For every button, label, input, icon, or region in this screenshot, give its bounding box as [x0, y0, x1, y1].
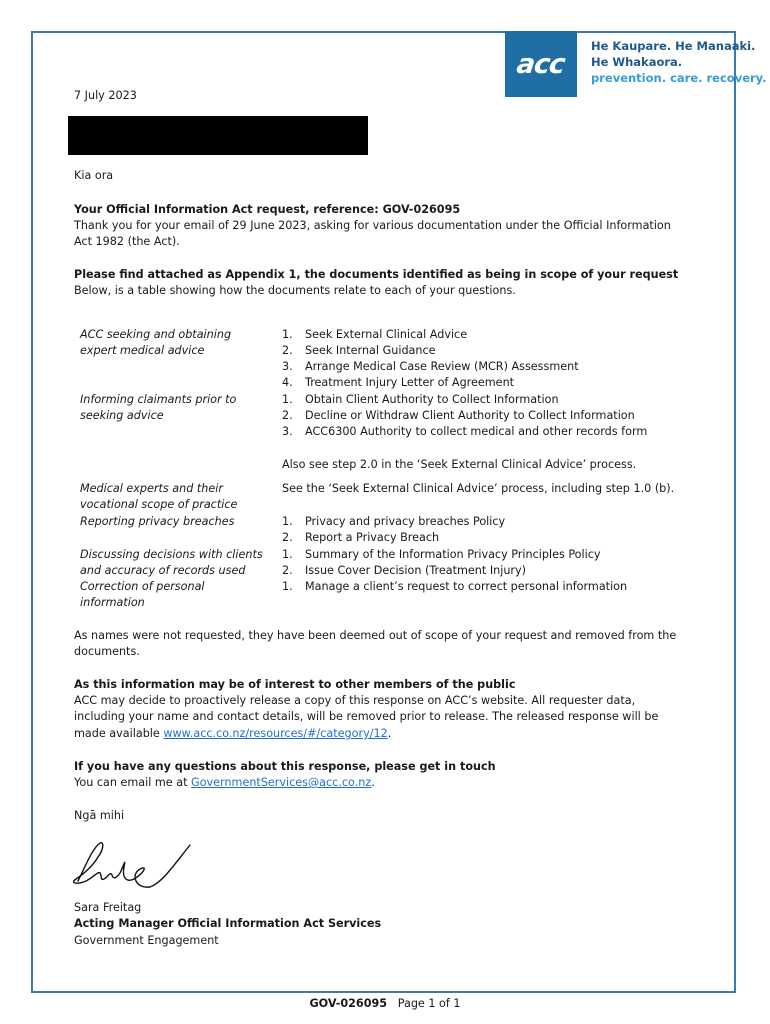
doc-item: Treatment Injury Letter of Agreement: [305, 376, 515, 389]
doc-number: 2.: [282, 344, 293, 357]
topic-informing-claimants-line-2: seeking advice: [80, 409, 164, 422]
doc-number: 2.: [282, 564, 293, 577]
doc-number: 2.: [282, 531, 293, 544]
public-line-1: ACC may decide to proactively release a copy of this response on ACC’s website. All requester data,: [74, 694, 636, 707]
public-heading: As this information may be of interest to other members of the public: [74, 678, 516, 691]
contact-suffix: .: [371, 776, 375, 789]
doc-number: 1.: [282, 393, 293, 406]
signer-name: Sara Freitag: [74, 901, 142, 914]
appendix-line-1: Below, is a table showing how the documents relate to each of your questions.: [74, 284, 516, 297]
acc-resources-link[interactable]: www.acc.co.nz/resources/#/category/12: [163, 727, 388, 740]
contact-prefix: You can email me at: [74, 776, 192, 789]
request-line-2: Act 1982 (the Act).: [74, 235, 180, 248]
topic-privacy-breaches: Reporting privacy breaches: [80, 515, 235, 528]
signer-team: Government Engagement: [74, 934, 219, 947]
doc-number: 3.: [282, 425, 293, 438]
doc-item: Issue Cover Decision (Treatment Injury): [305, 564, 527, 577]
topic-discussing-decisions-line-2: and accuracy of records used: [80, 564, 246, 577]
appendix-heading: Please find attached as Appendix 1, the documents identified as being in scope of your request: [74, 268, 679, 281]
page-footer: [0, 996, 770, 1012]
signoff: Ngā mihi: [74, 809, 125, 822]
logo-text: acc: [515, 48, 567, 80]
names-line-2: documents.: [74, 645, 140, 658]
request-heading: Your Official Information Act request, reference: GOV-026095: [74, 203, 461, 216]
doc-number: 3.: [282, 360, 293, 373]
signature: [66, 835, 196, 897]
also-see-note: Also see step 2.0 in the ‘Seek External Clinical Advice’ process.: [282, 458, 637, 471]
doc-item: ACC6300 Authority to collect medical and other records form: [305, 425, 648, 438]
doc-number: 1.: [282, 580, 293, 593]
tagline: [591, 38, 767, 86]
doc-number: 1.: [282, 328, 293, 341]
letter-date: 7 July 2023: [74, 89, 137, 102]
doc-number: 1.: [282, 548, 293, 561]
tagline-line-2: He Whakaora.: [591, 55, 683, 69]
topic-expert-advice-line-1: ACC seeking and obtaining: [80, 328, 232, 341]
doc-number: 1.: [282, 515, 293, 528]
public-line-2: including your name and contact details, will be removed prior to release. The released response will be: [74, 710, 659, 723]
doc-number: 4.: [282, 376, 293, 389]
doc-item: Report a Privacy Breach: [305, 531, 440, 544]
request-line-1: Thank you for your email of 29 June 2023, asking for various documentation under the Official Information: [74, 219, 671, 232]
topic-medical-experts-line-1: Medical experts and their: [80, 482, 223, 495]
acc-logo: [505, 31, 577, 97]
signer-title: Acting Manager Official Information Act Services: [74, 917, 382, 930]
tagline-line-1: He Kaupare. He Manaaki.: [591, 39, 756, 53]
public-line-3-prefix: made available: [74, 727, 164, 740]
contact-line: [74, 775, 375, 791]
topic-correction-line-2: information: [80, 596, 145, 609]
topic-correction-line-1: Correction of personal: [80, 580, 205, 593]
doc-item: Obtain Client Authority to Collect Information: [305, 393, 559, 406]
footer-page-number: Page 1 of 1: [397, 997, 461, 1010]
email-link[interactable]: GovernmentServices@acc.co.nz: [191, 776, 372, 789]
tagline-line-3: prevention. care. recovery.: [591, 71, 767, 85]
doc-item: Summary of the Information Privacy Principles Policy: [305, 548, 601, 561]
doc-item: Privacy and privacy breaches Policy: [305, 515, 506, 528]
topic-informing-claimants-line-1: Informing claimants prior to: [80, 393, 237, 406]
doc-item: Decline or Withdraw Client Authority to Collect Information: [305, 409, 635, 422]
salutation: Kia ora: [74, 169, 114, 182]
doc-number: 2.: [282, 409, 293, 422]
doc-item: Manage a client’s request to correct personal information: [305, 580, 628, 593]
public-line-3: [74, 726, 391, 742]
topic-discussing-decisions-line-1: Discussing decisions with clients: [80, 548, 263, 561]
doc-item: Arrange Medical Case Review (MCR) Assessment: [305, 360, 579, 373]
contact-heading: If you have any questions about this response, please get in touch: [74, 760, 496, 773]
topic-medical-experts-line-2: vocational scope of practice: [80, 498, 238, 511]
public-line-3-suffix: .: [387, 727, 392, 740]
see-the-note: See the ‘Seek External Clinical Advice’ process, including step 1.0 (b).: [282, 482, 675, 495]
names-line-1: As names were not requested, they have been deemed out of scope of your request and removed from the: [74, 629, 677, 642]
doc-item: Seek External Clinical Advice: [305, 328, 468, 341]
doc-item: Seek Internal Guidance: [305, 344, 436, 357]
footer-reference: GOV-026095: [309, 997, 388, 1010]
redacted-recipient-block: [68, 116, 368, 155]
topic-expert-advice-line-2: expert medical advice: [80, 344, 205, 357]
